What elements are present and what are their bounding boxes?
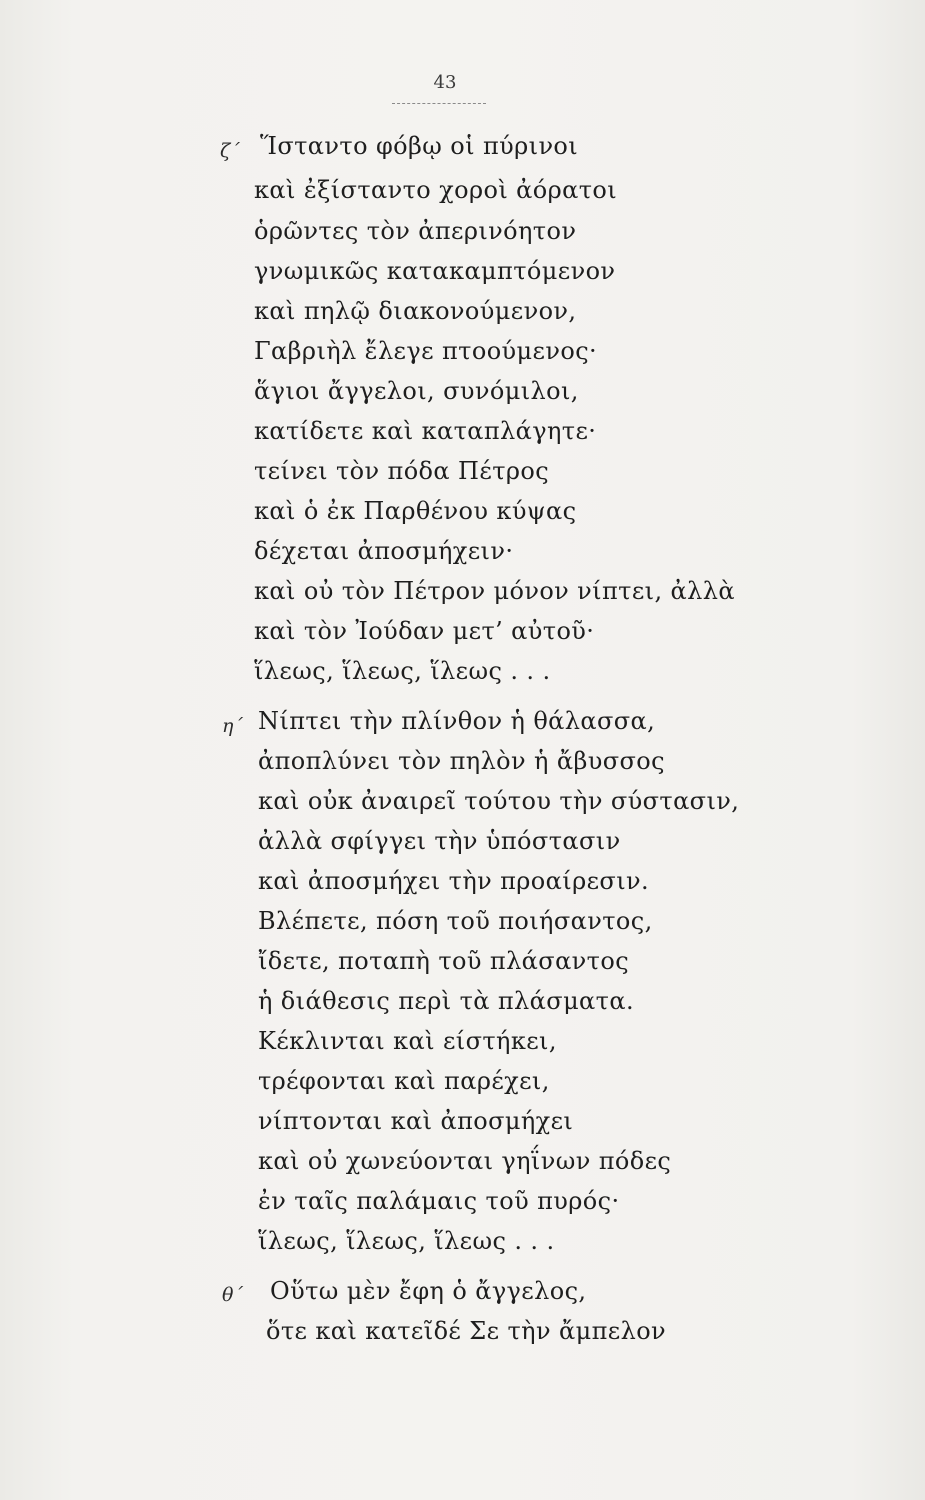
page-number: 43 xyxy=(433,72,457,93)
header-rule xyxy=(392,103,486,104)
verse-line: γνωμικῶς κατακαμπτόμενον xyxy=(254,257,616,285)
verse-line: καὶ ὁ ἐκ Παρθένου κύψας xyxy=(254,497,577,525)
verse-line: ἵλεως, ἵλεως, ἵλεως . . . xyxy=(254,657,551,685)
verse-line: καὶ πηλῷ διακονούμενον, xyxy=(254,297,577,325)
verse-line: ἐν ταῖς παλάμαις τοῦ πυρός· xyxy=(258,1187,620,1215)
verse-line: καὶ τὸν Ἰούδαν μετ’ αὐτοῦ· xyxy=(254,617,595,645)
verse-line: νίπτονται καὶ ἀποσμήχει xyxy=(258,1107,574,1135)
verse-line: καὶ οὐκ ἀναιρεῖ τούτου τὴν σύστασιν, xyxy=(258,787,740,815)
verse-line: ἅγιοι ἄγγελοι, συνόμιλοι, xyxy=(254,377,579,405)
verse-line: κατίδετε καὶ καταπλάγητε· xyxy=(254,417,597,445)
stanza-number: η΄ xyxy=(222,715,243,737)
verse-line: Κέκλινται καὶ είστήκει, xyxy=(258,1027,557,1055)
verse-line: δέχεται ἀποσμήχειν· xyxy=(254,537,514,565)
verse-line: Οὕτω μὲν ἔφη ὁ ἄγγελος, xyxy=(270,1277,587,1305)
verse-line: Γαβριὴλ ἔλεγε πτοούμενος· xyxy=(254,337,598,365)
verse-line: ὁρῶντες τὸν ἀπερινόητον xyxy=(254,217,577,245)
verse-line: καὶ ἀποσμήχει τὴν προαίρεσιν. xyxy=(258,867,650,895)
verse-line: καὶ ἐξίσταντο χοροὶ ἀόρατοι xyxy=(254,176,618,204)
verse-line: ἴδετε, ποταπὴ τοῦ πλάσαντος xyxy=(258,947,630,975)
verse-line: καὶ οὐ τὸν Πέτρον μόνον νίπτει, ἀλλὰ xyxy=(254,577,735,605)
verse-line: καὶ οὐ χωνεύονται γηΐνων πόδες xyxy=(258,1147,672,1175)
verse-line: τείνει τὸν πόδα Πέτρος xyxy=(254,457,550,485)
verse-line: ἀποπλύνει τὸν πηλὸν ἡ ἄβυσσος xyxy=(258,747,665,775)
verse-line: ἀλλὰ σφίγγει τὴν ὑπόστασιν xyxy=(258,827,621,855)
stanza-number: θ΄ xyxy=(222,1284,243,1306)
verse-line: ὅτε καὶ κατεῖδέ Σε τὴν ἄμπελον xyxy=(266,1317,667,1345)
verse-line: Νίπτει τὴν πλίνθον ἡ θάλασσα, xyxy=(258,707,656,735)
verse-line: τρέφονται καὶ παρέχει, xyxy=(258,1067,550,1095)
verse-line: ἡ διάθεσις περὶ τὰ πλάσματα. xyxy=(258,987,634,1015)
verse-line: Ἵσταντο φόβῳ οἱ πύρινοι xyxy=(260,132,579,160)
stanza-number: ζ΄ xyxy=(220,140,240,162)
verse-line: Βλέπετε, πόση τοῦ ποιήσαντος, xyxy=(258,907,653,935)
verse-line: ἵλεως, ἵλεως, ἵλεως . . . xyxy=(258,1227,555,1255)
